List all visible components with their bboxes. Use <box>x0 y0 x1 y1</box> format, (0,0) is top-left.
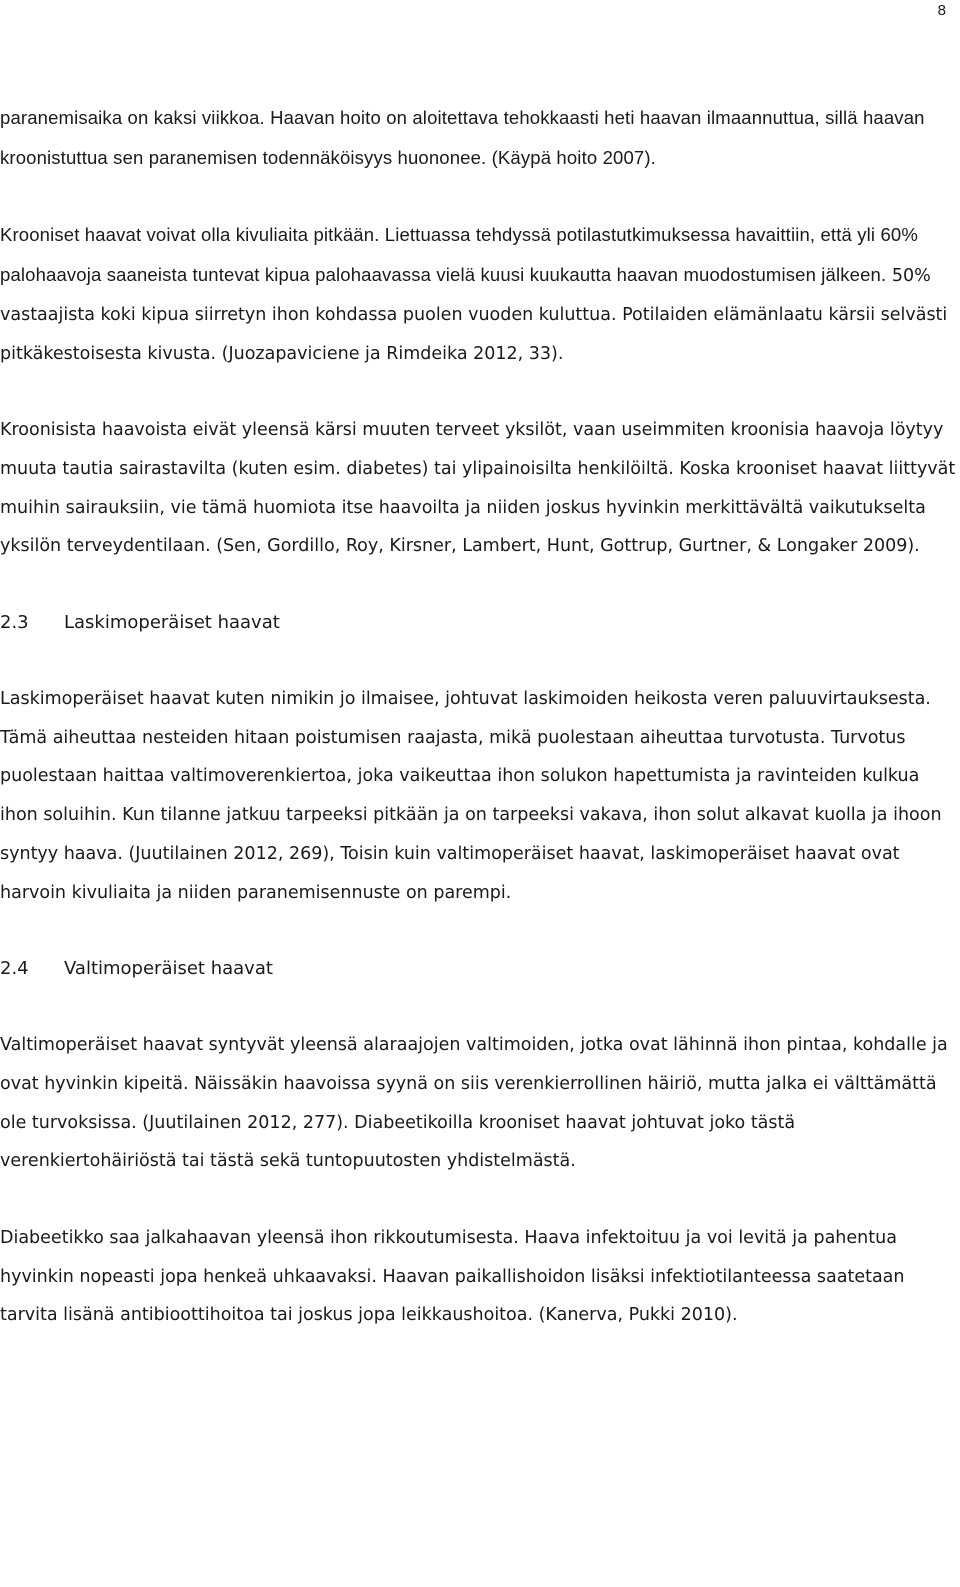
section-heading-2-4 <box>0 950 958 988</box>
paragraph-spacer <box>0 642 958 680</box>
section-number: 2.3 <box>0 612 29 634</box>
paragraph-chronic-pain <box>0 216 958 373</box>
paragraph-spacer <box>0 912 958 950</box>
paragraph-spacer <box>0 988 958 1026</box>
page-number: 8 <box>937 2 946 19</box>
paragraph-spacer <box>0 566 958 604</box>
paragraph-venous-ulcers <box>0 680 958 912</box>
paragraph-diabetic-ulcers <box>0 1219 958 1335</box>
paragraph-text: Kroonisista haavoista eivät yleensä kärsi muuten terveet yksilöt, vaan useimmiten kroonisia haavoja löytyy muuta tautia sairastavilta (kuten esim. diabetes) tai ylipainoisilta henkilöiltä. Koska krooniset haavat liittyvät muihin sairauksiin, vie tämä huomiota itse haavoilta ja niiden joskus hyvinkin merkittävältä vaikutukselta yksilön terveydentilaan. (Sen, Gordillo, Roy, Kirsner, Lambert, Hunt, Gottrup, Gurtner, & Longaker 2009). <box>0 420 956 557</box>
paragraph-spacer <box>0 178 958 216</box>
paragraph-arterial-ulcers <box>0 1026 958 1181</box>
section-title: Valtimoperäiset haavat <box>64 958 273 980</box>
paragraph-text: 50% vastaajista koki kipua siirretyn ihon kohdassa puolen vuoden kuluttua. Potilaiden elämänlaatu kärsii selvästi pitkäkestoisesta kivusta. (Juozapaviciene ja Rimdeika 2012, 33). <box>0 266 948 364</box>
section-title: Laskimoperäiset haavat <box>64 612 280 634</box>
paragraph-text: Krooniset haavat voivat olla kivuliaita pitkään. Liettuassa tehdyssä potilastutkimuksessa havaittiin, että yli 60% palohaavoja saaneista tuntevat kipua palohaavassa vielä kuusi kuukautta haavan muodostumisen jälkeen. <box>0 224 918 286</box>
paragraph-text: Laskimoperäiset haavat kuten nimikin jo ilmaisee, johtuvat laskimoiden heikosta veren paluuvirtauksesta. Tämä aiheuttaa nesteiden hitaan poistumisen raajasta, mikä puolestaan aiheuttaa turvotusta. Turvotus puolestaan haittaa valtimoverenkiertoa, joka vaikeuttaa ihon solukon hapettumista ja ravinteiden kulkua ihon soluihin. Kun tilanne jatkuu tarpeeksi pitkään ja on tarpeeksi vakava, ihon solut alkavat kuolla ja ihoon syntyy haava. (Juutilainen 2012, 269), Toisin kuin valtimoperäiset haavat, laskimoperäiset haavat ovat harvoin kivuliaita ja niiden paranemisennuste on parempi. <box>0 689 942 903</box>
section-heading-2-3 <box>0 604 958 642</box>
paragraph-text: paranemisaika on kaksi viikkoa. Haavan hoito on aloitettava tehokkaasti heti haavan ilmaannuttua, sillä haavan kroonistuttua sen paranemisen todennäköisyys huononee. (Käypä hoito 2007). <box>0 107 925 168</box>
paragraph-spacer <box>0 1181 958 1219</box>
paragraph-chronic-patients <box>0 411 958 566</box>
section-number: 2.4 <box>0 958 29 980</box>
paragraph-spacer <box>0 373 958 411</box>
document-body <box>0 99 958 1335</box>
paragraph-healing-time <box>0 99 958 178</box>
paragraph-text: Valtimoperäiset haavat syntyvät yleensä alaraajojen valtimoiden, jotka ovat lähinnä ihon pintaa, kohdalle ja ovat hyvinkin kipeitä. Näissäkin haavoissa syynä on siis verenkierrollinen häiriö, mutta jalka ei välttämättä ole turvoksissa. (Juutilainen 2012, 277). Diabeetikoilla krooniset haavat johtuvat joko tästä verenkiertohäiriöstä tai tästä sekä tuntopuutosten yhdistelmästä. <box>0 1035 948 1172</box>
paragraph-text: Diabeetikko saa jalkahaavan yleensä ihon rikkoutumisesta. Haava infektoituu ja voi levitä ja pahentua hyvinkin nopeasti jopa henkeä uhkaavaksi. Haavan paikallishoidon lisäksi infektiotilanteessa saatetaan tarvita lisänä antibioottihoitoa tai joskus jopa leikkaushoitoa. (Kanerva, Pukki 2010). <box>0 1228 905 1326</box>
